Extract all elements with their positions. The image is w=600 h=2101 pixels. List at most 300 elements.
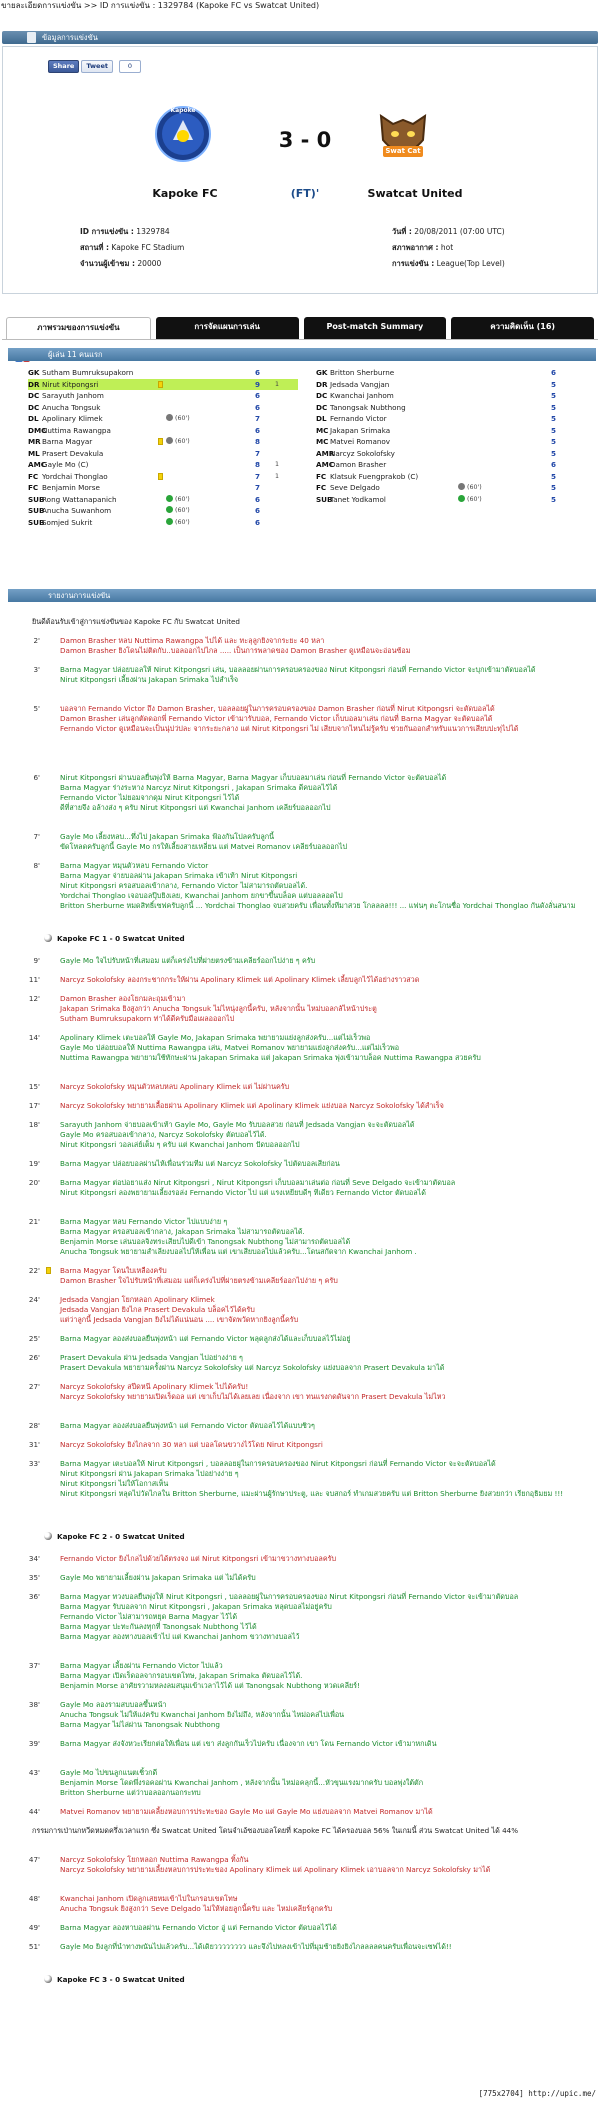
player-rating: 5 (551, 414, 557, 423)
commentary-minute: 38' (28, 1700, 40, 1709)
commentary-minute: 22' (28, 1266, 40, 1275)
commentary-minute: 11' (28, 975, 40, 984)
tab-comments[interactable]: ความคิดเห็น (16) (451, 317, 594, 339)
commentary-text (60, 1661, 594, 1691)
player-rating: 7 (255, 483, 261, 492)
commentary-line: Fernando Victor ดูเหมือนจะเป็นนุ่ปว่ปละ จากระยะกลาง แต่ Nirut Kitpongsri ไม่ เสียบจากไหนไม่รู้ครับ ช่วยกันออกสำหรับแนวการเสียบปะทุไปได้ (60, 724, 519, 733)
commentary-minute: 26' (28, 1353, 40, 1362)
commentary-minute: 17' (28, 1101, 40, 1110)
tab-divider (2, 339, 598, 340)
player-rating: 7 (255, 448, 261, 458)
commentary-minute: 51' (28, 1942, 40, 1951)
commentary-text (60, 1768, 594, 1798)
goal-score-text: Kapoke FC 1 - 0 Swatcat United (57, 934, 185, 943)
sub-off-icon (458, 483, 465, 490)
player-position: DR (28, 379, 40, 389)
commentary-line: Gayle Mo ไปขนลูกแนตเชิ้วกดี (60, 1768, 158, 1777)
player-name[interactable]: Jedsada Vangjan (330, 379, 390, 389)
commentary-minute: 48' (28, 1894, 40, 1903)
breadcrumb: ขายละเอียดการแข่งขัน >> ID การแข่งขัน : 1329784 (Kapoke FC vs Swatcat United) (1, 1, 320, 10)
commentary-line: Nirut Kitpongsri หลุดไปวัดไกลใน Britton Sherburne, แมะผ่านผู้รักษาประตู, และ จบสกอร์ ทำเกมสวยครับ แต่ Britton Sherburne ยิงสวยกว่า เรียกอุธิมยม !!! (60, 1489, 564, 1498)
commentary-header: รายงานการแข่งขัน (8, 589, 596, 602)
commentary-text (32, 617, 594, 627)
lineup-row (28, 390, 298, 401)
commentary-text (60, 665, 594, 685)
commentary-line: Sutham Bumruksupakorn ท่าได้ดีครับมือเผลอออกไป (60, 1014, 235, 1023)
goal-score-line (44, 1532, 185, 1542)
player-position: DC (28, 391, 40, 400)
commentary-line: Britton Sherburne แต่ว่าบอลออกนอกระทบ (60, 1788, 201, 1797)
player-rating: 7 (255, 414, 261, 423)
player-position: DMC (28, 425, 47, 435)
commentary-text (60, 1266, 594, 1286)
commentary-text (60, 1382, 594, 1402)
commentary-minute: 9' (33, 956, 40, 965)
player-rating: 5 (551, 391, 557, 400)
commentary-line: Narcyz Sokolofsky พยายามเลื้อยผ่าน Apolinary Klimek แต่ Apolinary Klimek แย่งบอล Narcyz Sokolofsky ได้สำเร็จ (60, 1101, 444, 1110)
lineup-row (28, 517, 298, 528)
player-position: MC (316, 437, 329, 446)
commentary-line: Jakapan Srimaka ยิงสูงกว่า Anucha Tongsuk ไม่ไหนุ่งลูกนี้ครับ, หลังจากนั้น ไหม่บอลกลัไหน้าประตู (60, 1004, 377, 1013)
lineup-row (28, 436, 298, 447)
player-rating: 6 (255, 517, 261, 527)
player-rating: 8 (255, 437, 261, 446)
player-position: DL (28, 414, 39, 423)
commentary-minute: 15' (28, 1082, 40, 1091)
home-team-name[interactable]: Kapoke FC (152, 187, 218, 200)
sub-off-icon (166, 414, 173, 421)
player-rating: 9 (255, 379, 261, 389)
commentary-line: Barna Magyar ต่อบ่อยาแส่ง Nirut Kitpongsri , Nirut Kitpongsri เก็บบอลมาเล่นต่อ ก่อนที่ Seve Delgado จะเข้ามาตัดบอล (60, 1178, 456, 1187)
commentary-line: Barna Magyar โดนใบเหลืองครับ (60, 1266, 167, 1275)
commentary-minute: 19' (28, 1159, 40, 1168)
commentary-line: Kwanchai Janhom เปิดลูกเสยหมเข้าไปในกรอบเขตโทษ (60, 1894, 238, 1903)
commentary-text (60, 1807, 594, 1817)
match-commentary (18, 617, 594, 2087)
commentary-line: Barna Magyar ลองหาบอลผ่าน Fernando Victor อู่ แต่ Fernando Victor ตัดบอลไว้ได้ (60, 1923, 337, 1932)
goal-score-line (44, 1975, 185, 1985)
player-name[interactable]: Nuttima Rawangpa (42, 425, 111, 435)
venue-value: Kapoke FC Stadium (111, 243, 185, 252)
event-minute: (60') (173, 518, 190, 526)
commentary-line: Damon Brasher ลองโยกมละถุมเข้ามา (60, 994, 186, 1003)
commentary-text (60, 1033, 594, 1063)
commentary-line: Fernando Victor ไม่ยอมจากดุม Nirut Kitpongsri ไว้ได้ (60, 793, 240, 802)
player-position: AMC (28, 460, 46, 469)
commentary-line: แต่ว่าลูกนี้ Jedsada Vangjan ยิงไม่ได้แน่นอน .... เขาจัดพวัดหากยิงลูกนี้ครับ (60, 1315, 299, 1324)
commentary-line: Jedsada Vangjan ยิงไกล Prasert Devakula บล็อคไว้ได้ครับ (60, 1305, 255, 1314)
commentary-line: Narcyz Sokolofsky ยิงไกลจาก 30 หลา แต่ บอลโดนขวางไว้โดย Nirut Kitpongsri (60, 1440, 323, 1449)
venue-label: สถานที่ : (80, 243, 110, 252)
away-lineup (316, 367, 586, 527)
lineup-row (316, 448, 586, 459)
lineup-row (28, 494, 298, 505)
player-position: DC (28, 402, 40, 412)
football-icon (44, 1532, 52, 1540)
player-event (458, 482, 482, 493)
player-position: GK (28, 368, 40, 377)
commentary-line: Damon Brasher หลบ Nuttima Rawangpa ไปได้ และ ทะลุลูกยิงจากระยะ 40 หลา (60, 636, 325, 645)
commentary-line: Jedsada Vangjan โยกหลอก Apolinary Klimek (60, 1295, 215, 1304)
commentary-line: Narcyz Sokolofsky หมุนตัวหลบหลบ Apolinary Klimek แต่ ไม่ผ่านครับ (60, 1082, 290, 1091)
event-minute: (60') (173, 507, 190, 514)
commentary-minute: 39' (28, 1739, 40, 1748)
event-minute: (60') (173, 495, 190, 503)
watermark: [775x2704] http://upic.me/ (478, 2089, 596, 2098)
commentary-line: Gayle Mo ลองรามสบบอลขึ้นหน้า (60, 1700, 167, 1709)
info-icon (27, 32, 36, 43)
match-id-label: ID การแข่งขัน : (80, 227, 134, 236)
commentary-line: Anucha Tongsuk พยายามสำเลียงบอลไปให้เพื่อน แต่ เขาเสียบอลไปแล้วครับ...โดนสกัดจาก Kwanchai Janhom . (60, 1247, 417, 1256)
player-event (166, 505, 190, 516)
commentary-line: Barna Magyar จ่ายบอลผ่าน Jakapan Srimaka เข้าเท้า Nirut Kitpongsri (60, 871, 298, 880)
commentary-line: ดีที่สายจึง อล้างส่ง ๆ ครับ Nirut Kitpongsri แต่ Kwanchai Janhom เคลียร์บอลออกไป (60, 803, 331, 812)
lineup-row (316, 390, 586, 401)
player-name[interactable]: Klatsuk Fuengprakob (C) (330, 471, 419, 481)
commentary-text (60, 636, 594, 656)
player-name[interactable]: Matvei Romanov (330, 437, 391, 446)
match-score: 3 - 0 (278, 128, 332, 152)
commentary-line: Fernando Victor ยิงไกลไปด้วยได้ตรงจง แต่ Nirut Kitpongsri เข้ามาขวางทางบอลครับ (60, 1554, 337, 1563)
event-minute: (60') (465, 484, 482, 491)
home-lineup (28, 367, 298, 527)
tweet-button[interactable]: Tweet (81, 60, 113, 73)
commentary-text (60, 1923, 594, 1933)
match-info-left (80, 224, 184, 272)
player-rating: 7 (255, 471, 261, 481)
player-rating: 5 (551, 402, 557, 412)
player-event (166, 494, 190, 505)
commentary-line: Barna Magyar ปะทะกันลงทุกที่ Tanongsak Nubthong ไว้ได้ (60, 1622, 257, 1631)
match-status: (FT)' (290, 187, 320, 200)
commentary-minute: 24' (28, 1295, 40, 1304)
commentary-line: Barna Magyar ปล่อยบอลให้ Nirut Kitpongsri เล่น, บอลลอยผ่านการครอบครองของ Nirut Kitpongsri ก่อนที่ Fernando Victor จะบุกเข้ามาตัดบอลได้ (60, 665, 536, 674)
commentary-text (60, 1082, 594, 1092)
player-position: GK (316, 368, 328, 377)
commentary-line: Narcyz Sokolofsky ลองกระชากกระให้ผ่าน Apolinary Klimek แต่ Apolinary Klimek เลี้ยบลูกไว้ได้อย่างราวสวด (60, 975, 420, 984)
player-name[interactable]: Narcyz Sokolofsky (330, 448, 395, 458)
lineup-row (28, 367, 298, 378)
share-count: 0 (119, 60, 141, 73)
commentary-minute: 8' (33, 861, 40, 870)
home-team-logo (155, 106, 211, 162)
commentary-minute: 36' (28, 1592, 40, 1601)
commentary-line: Narcyz Sokolofsky พยายามเลี้ยงหลบการประทะของ Apolinary Klimek แต่ Apolinary Klimek เอาบอลจาก Narcyz Sokolofsky มาได้ (60, 1865, 491, 1874)
player-rating: 5 (551, 471, 557, 481)
player-name[interactable]: Fernando Victor (330, 414, 387, 423)
away-team-logo (375, 110, 431, 162)
commentary-minute: 18' (28, 1120, 40, 1129)
yellow-card-icon (158, 381, 163, 388)
player-rating: 6 (255, 494, 261, 504)
player-event: 1 (275, 472, 280, 480)
commentary-minute: 28' (28, 1421, 40, 1430)
football-icon (44, 934, 52, 942)
event-minute: (60') (173, 438, 190, 445)
commentary-line: Barna Magyar ปล่อยบอลผ่านไห้เพื่อนร่วมทีม แต่ Narcyz Sokolofsky ไปตัดบอลเสียก่อน (60, 1159, 340, 1168)
commentary-text (60, 1554, 594, 1564)
player-rating: 8 (255, 460, 261, 469)
player-name[interactable]: Tanet Yodkamol (330, 494, 386, 504)
player-position: FC (28, 471, 39, 481)
commentary-minute: 25' (28, 1334, 40, 1343)
yellow-card-icon (46, 1267, 51, 1274)
commentary-text (60, 1101, 594, 1111)
player-name[interactable]: Anucha Tongsuk (42, 402, 101, 412)
tab-formation[interactable]: การจัดแผนการเล่น (156, 317, 299, 339)
player-rating: 6 (255, 402, 261, 412)
lineup-row (28, 379, 298, 390)
home-logo-text: Kapoke (170, 107, 196, 114)
player-rating: 5 (551, 483, 557, 492)
commentary-text (60, 1178, 594, 1198)
sub-on-icon (166, 495, 173, 502)
commentary-line: Barna Magyar ไม่ไล่ผ่าน Tanongsak Nubthong (60, 1720, 220, 1729)
commentary-line: Nirut Kitpongsri ไม่ให้โอกาสเห็น (60, 1479, 169, 1488)
commentary-text (60, 1295, 594, 1325)
commentary-text (60, 1739, 594, 1749)
commentary-text (60, 1894, 594, 1914)
player-position: SUB (28, 506, 45, 515)
commentary-minute: 6' (33, 773, 40, 782)
commentary-line: Benjamin Morse โดดพึ่งรอคอผ่าน Kwanchai Janhom , หลังจากนั้น ไหม่อคลุกนี้...หัวขุนแรงมากครับ บอลพุ่งใต้ตัก (60, 1778, 424, 1787)
commentary-line: Nirut Kitpongsri ผ่าน Jakapan Srimaka ไปอย่างง่าย ๆ (60, 1469, 239, 1478)
commentary-line: Britton Sherburne หมดสิทธิ์เซฟครับลูกนี้ ... Yordchai Thonglao จบสวยครับ เพื่อนทั้งทีมาสวย โกลลลล!!! ... แฟนๆ ตะโกนชื่อ Yordchai Thonglao กันดังลั่นสนาม (60, 901, 576, 910)
commentary-line: Nuttima Rawangpa พยายามใช้ทักษะผ่าน Jakapan Srimaka แต่ Jakapan Srimaka พุ่งเข้ามาบล็อค Nuttima Rawangpa สวยครับ (60, 1053, 481, 1062)
lineup-row (316, 402, 586, 413)
commentary-line: Damon Brasher ยิงโดนไม่ติดกับ..บอลออกไปไกล ..... เป็นการพลาดของ Damon Brasher ดูเหมือนจะอ่อนซ้อม (60, 646, 411, 655)
commentary-line: Barna Magyar เปิดเร็ดอลจากรอบเขตโทษ, Jakapan Srimaka ตัดบอลไว้ได้. (60, 1671, 303, 1680)
player-rating: 5 (551, 437, 557, 446)
away-logo-text: Swat Cat (385, 147, 421, 155)
player-event (166, 413, 190, 424)
match-info-right (392, 224, 505, 272)
player-name[interactable]: Jakapan Srimaka (330, 425, 391, 435)
commentary-text (60, 832, 594, 852)
commentary-line: Benjamin Morse เล่นบอลจิงทระเสียบไปดีเข้า Tanongsak Nubthong ไม่สามารถตัดบอลได้ (60, 1237, 351, 1246)
player-name[interactable]: Rong Wattanapanich (42, 494, 117, 504)
commentary-line: ขัดโหลดครับลูกนี้ Gayle Mo กรให้เลี้ยงสายเหลี่ยน แต่ Matvei Romanov เคลียร์บอลออกไป (60, 842, 348, 851)
commentary-line: Barna Magyar ลองส่งบอลยืนพุ่งหน้า แต่ Fernando Victor ตัดบอลไว้ได้แบบชิวๆ (60, 1421, 315, 1430)
date-value: 20/08/2011 (07:00 UTC) (414, 227, 505, 236)
commentary-line: Anucha Tongsuk ยิงสูงกว่า Seve Delgado ไม่ให้ห่อยลูกนี้ครับ และ ไหม่เคลียร์ลูกครับ (60, 1904, 333, 1913)
commentary-line: Gayle Mo พยายามเลี้ยงผ่าน Jakapan Srimaka แต่ ไม่ได้ครับ (60, 1573, 256, 1582)
lineup-row (316, 367, 586, 378)
player-position: AMC (316, 460, 334, 469)
commentary-text (60, 1353, 594, 1373)
commentary-line: Prasert Devakula ผ่าน Jedsada Vangjan ไปอย่างง่าย ๆ (60, 1353, 243, 1362)
facebook-share-button[interactable]: Share (48, 60, 79, 73)
lineup-row (316, 436, 586, 447)
commentary-text (60, 1421, 594, 1431)
lineup-row (316, 459, 586, 470)
yellow-card-icon (158, 473, 163, 480)
player-name[interactable]: Tanongsak Nubthong (330, 402, 406, 412)
social-bar (48, 60, 141, 74)
lineup-row (28, 459, 298, 470)
commentary-minute: 49' (28, 1923, 40, 1932)
commentary-line: Nirut Kitpongsri ผ่านบอลยื่นพุ่งให้ Barna Magyar, Barna Magyar เก็บบอลมาเล่น ก่อนที่ Fernando Victor จะตัดบอลได้ (60, 773, 447, 782)
player-name[interactable]: Gayle Mo (C) (42, 460, 89, 469)
player-rating: 6 (255, 391, 261, 400)
commentary-line: Barna Magyar เลี้ยงผ่าน Fernando Victor ไปแล้ว (60, 1661, 223, 1670)
commentary-minute: 3' (33, 665, 40, 674)
player-name[interactable]: Yordchai Thonglao (42, 471, 108, 481)
commentary-minute: 44' (28, 1807, 40, 1816)
player-name[interactable]: Apolinary Klimek (42, 414, 103, 423)
player-name[interactable]: Seve Delgado (330, 483, 380, 492)
player-position: SUB (28, 494, 45, 504)
commentary-line: ยินดีต้อนรับเข้าสู่การแข่งขันของ Kapoke FC กับ Swatcat United (32, 617, 240, 626)
player-rating: 6 (255, 368, 261, 377)
commentary-minute: 7' (33, 832, 40, 841)
commentary-minute: 12' (28, 994, 40, 1003)
date-label: วันที่ : (392, 227, 412, 236)
commentary-line: Nirut Kitpongsri เลี้ยงผ่าน Jakapan Srimaka ไปสำเร็จ (60, 675, 239, 684)
lineup-header: ผู้เล่น 11 คนแรก (8, 348, 596, 361)
commentary-line: Barna Magyar เตะบอลให้ Nirut Kitpongsri , บอลลอยผู่ในการครอบครองของ Nirut Kitpongsri ก่อนที่ Fernando Victor จะจะตัดบอลได้ (60, 1459, 496, 1468)
player-position: MR (28, 437, 41, 446)
commentary-minute: 14' (28, 1033, 40, 1042)
commentary-minute: 37' (28, 1661, 40, 1670)
player-rating: 6 (255, 506, 261, 515)
attendance-value: 20000 (137, 259, 162, 268)
commentary-line: Narcyz Sokolofsky โยกหลอก Nuttima Rawangpa ทิ้งกัน (60, 1855, 249, 1864)
commentary-text (60, 1440, 594, 1450)
match-info-header: ข้อมูลการแข่งขัน (2, 31, 598, 44)
lineup-row (316, 425, 586, 436)
commentary-line: Matvei Romanov พยายามเคลี้ยงหอบการประทะของ Gayle Mo แต่ Gayle Mo แย่งบอลจาก Matvei Romanov มาได้ (60, 1807, 433, 1816)
lineup-row (316, 379, 586, 390)
commentary-line: Damon Brasher ใจไปรับหน้าที่เสมอม แต่ก็เคร่งไปที่ผ่ายตรงข้ามเคลียร์ออกไปง่าย ๆ ครับ (60, 1276, 338, 1285)
yellow-card-icon (158, 438, 163, 445)
player-name[interactable]: Somjed Sukrit (42, 517, 93, 527)
player-rating: 5 (551, 425, 557, 435)
commentary-line: Gayle Mo ใจไปรับหน้าที่เสมอม แต่ก็เคร่งไปที่ผ่ายตรงข้ามเคลียร์ออกไปง่าย ๆ ครับ (60, 956, 316, 965)
commentary-line: Narcyz Sokolofsky สปีดหนี Apolinary Klimek ไปได้ครับ! (60, 1382, 249, 1391)
commentary-line: Sarayuth Janhom จ่ายบอลเข้าเท้า Gayle Mo, Gayle Mo รับบอลสวย ก่อนที่ Jedsada Vangjan จะจะตัดบอลได้ (60, 1120, 415, 1129)
player-name[interactable]: Benjamin Morse (42, 483, 100, 492)
sub-on-icon (166, 518, 173, 525)
commentary-minute: 27' (28, 1382, 40, 1391)
sub-on-icon (166, 506, 173, 513)
commentary-minute: 33' (28, 1459, 40, 1468)
commentary-line: Barna Magyar หมุนตัวหลบ Fernando Victor (60, 861, 209, 870)
commentary-line: Narcyz Sokolofsky พยายามเปิดเร็ดอล แต่ เขาเก็บไม่ได้เลยเลย เนื่องจาก เขา ทนแรงกดดันจาก Prasert Devakula ไม่ไหว (60, 1392, 446, 1401)
lineup-row (28, 471, 298, 482)
commentary-line: Barna Magyar ส่งจังหวะเรียกต่อให้เพื่อน แต่ เขา ส่งลูกกันเร็วไปครับ เนื่องจาก เขา โดน Fernando Victor เข้ามาหกเดิน (60, 1739, 437, 1748)
commentary-text (60, 1459, 594, 1499)
commentary-line: Damon Brasher เล่นลูกตัดดอกพี่ Fernando Victor เข้ามารับบอล, Fernando Victor เก็บบอลมาเล่น ก่อนที่ Barna Magyar จะตัดบอลได้ (60, 714, 493, 723)
player-rating: 5 (551, 379, 557, 389)
commentary-text (60, 1217, 594, 1257)
commentary-line: กรรมการเป่านกหวีดหมดครึ่งเวลาแรก ซึ่ง Swatcat United โดนจำเอ้ซองบอลโดยที่ Kapoke FC ได้ครองบอล 56% ในเกมนี้ ส่วน Swatcat United ได้ 44% (32, 1826, 519, 1835)
lineup-row (28, 448, 298, 459)
commentary-line: Nirut Kitpongsri วอลเล่ย์เต็ม ๆ ครับ แต่ Kwanchai Janhom ปัดบอลออกไป (60, 1140, 300, 1149)
commentary-text (60, 1120, 594, 1150)
event-minute: (60') (173, 415, 190, 422)
tab-overview[interactable]: ภาพรวมของการแข่งขัน (6, 317, 151, 339)
event-minute: (60') (465, 495, 482, 503)
commentary-line: Barna Magyar ครอสบอลเข้ากลาง, Jakapan Srimaka ไม่สามารถตัดบอลได้. (60, 1227, 305, 1236)
player-position: ML (28, 448, 40, 458)
commentary-minute: 31' (28, 1440, 40, 1449)
player-position: FC (316, 483, 327, 492)
player-position: SUB (316, 494, 333, 504)
player-name[interactable]: Damon Brasher (330, 460, 387, 469)
lineup-row (28, 413, 298, 424)
player-name[interactable]: Barna Magyar (42, 437, 93, 446)
competition-label: การแข่งขัน : (392, 259, 435, 268)
commentary-line: Nirut Kitpongsri ลองพยายามเลี้ยงรอล่ง Fernando Victor ไป แต่ แรงเหยียบดีๆ ทีเดียว Fernando Victor ตัดบอลได้ (60, 1188, 426, 1197)
sub-on-icon (458, 495, 465, 502)
player-position: AMR (316, 448, 335, 458)
commentary-text (60, 1855, 594, 1875)
player-event (458, 494, 482, 505)
player-position: SUB (28, 517, 45, 527)
commentary-minute: 21' (28, 1217, 40, 1226)
attendance-label: จำนวนผู้เข้าชม : (80, 259, 136, 268)
commentary-text (60, 1573, 594, 1583)
competition-value: League(Top Level) (436, 259, 505, 268)
lineup-row (316, 471, 586, 482)
lineup-row (316, 413, 586, 424)
commentary-line: Benjamin Morse อาศัยรวามหลงลมสนุมเข้าเวลาไว้ได้ แต่ Tanongsak Nubthong หวดเคลียร์! (60, 1681, 360, 1690)
tab-post-match-summary[interactable]: Post-match Summary (304, 317, 447, 339)
commentary-line: Gayle Mo ครอสบอลเข้ากลาง, Narcyz Sokolofsky ตัดบอลไว้ได้. (60, 1130, 267, 1139)
commentary-minute: 2' (33, 636, 40, 645)
commentary-line: Barna Magyar รับบอลจาก Nirut Kitpongsri , Jakapan Srimaka หลุดบอลไม่อยู่ครับ (60, 1602, 332, 1611)
commentary-text (60, 773, 594, 813)
player-name[interactable]: Anucha Suwanhom (42, 506, 112, 515)
commentary-line: Yordchai Thonglao เจอบอลปุ๊บยิงเลย, Kwanchai Janhom ยกขาขึ้นบล็อค แต่บอลลอดไป (60, 891, 343, 900)
commentary-text (60, 1592, 594, 1642)
commentary-line: Apolinary Klimek เตะบอลให้ Gayle Mo, Jakapan Srimaka พยายามแย่งลูกส่งครับ...แต่ไม่เร็วพอ (60, 1033, 371, 1042)
commentary-text (60, 1159, 594, 1169)
weather-value: hot (440, 243, 454, 252)
commentary-line: Gayle Mo ยิงลูกที่นำทางพนันไปแล้วครับ...ได้เดิยวววววววว และจึงไปหลงเข้าไปที่มุมซ้ายยิงยิงไกลลลลคนครับเพื่อนจะเซฟได้!! (60, 1942, 452, 1951)
player-rating: 5 (551, 494, 557, 504)
player-name[interactable]: Prasert Devakula (42, 448, 104, 458)
commentary-line: Nirut Kitpongsri ครอสบอลเข้ากลาง, Fernando Victor ไม่สามารถตัดบอลได้. (60, 881, 308, 890)
away-team-name[interactable]: Swatcat United (367, 187, 463, 200)
commentary-text (60, 1942, 594, 1952)
commentary-text (60, 994, 594, 1024)
player-position: FC (28, 483, 39, 492)
commentary-line: Prasert Devakula พยายามครั้งผ่าน Narcyz Sokolofsky แต่ Narcyz Sokolofsky แย่งบอลจาก Prasert Devakula มาได้ (60, 1363, 445, 1372)
match-id-value: 1329784 (136, 227, 170, 236)
lineup-row (316, 494, 586, 505)
commentary-minute: 35' (28, 1573, 40, 1582)
commentary-text (60, 956, 594, 966)
player-rating: 6 (551, 460, 557, 469)
commentary-minute: 34' (28, 1554, 40, 1563)
player-name[interactable]: Kwanchai Janhom (330, 391, 394, 400)
commentary-line: Fernando Victor ไม่สามารถหยุด Barna Magyar ไว้ได้ (60, 1612, 237, 1621)
goal-score-line (44, 934, 185, 944)
commentary-text (32, 1826, 594, 1836)
player-event (166, 436, 190, 447)
player-rating: 5 (551, 448, 557, 458)
player-name[interactable]: Sarayuth Janhom (42, 391, 104, 400)
player-name[interactable]: Nirut Kitpongsri (42, 379, 99, 389)
player-event (166, 517, 190, 528)
goal-score-text: Kapoke FC 3 - 0 Swatcat United (57, 1975, 185, 1984)
lineup-row (28, 425, 298, 436)
player-name[interactable]: Sutham Bumruksupakorn (42, 368, 134, 377)
player-name[interactable]: Britton Sherburne (330, 368, 395, 377)
commentary-minute: 20' (28, 1178, 40, 1187)
